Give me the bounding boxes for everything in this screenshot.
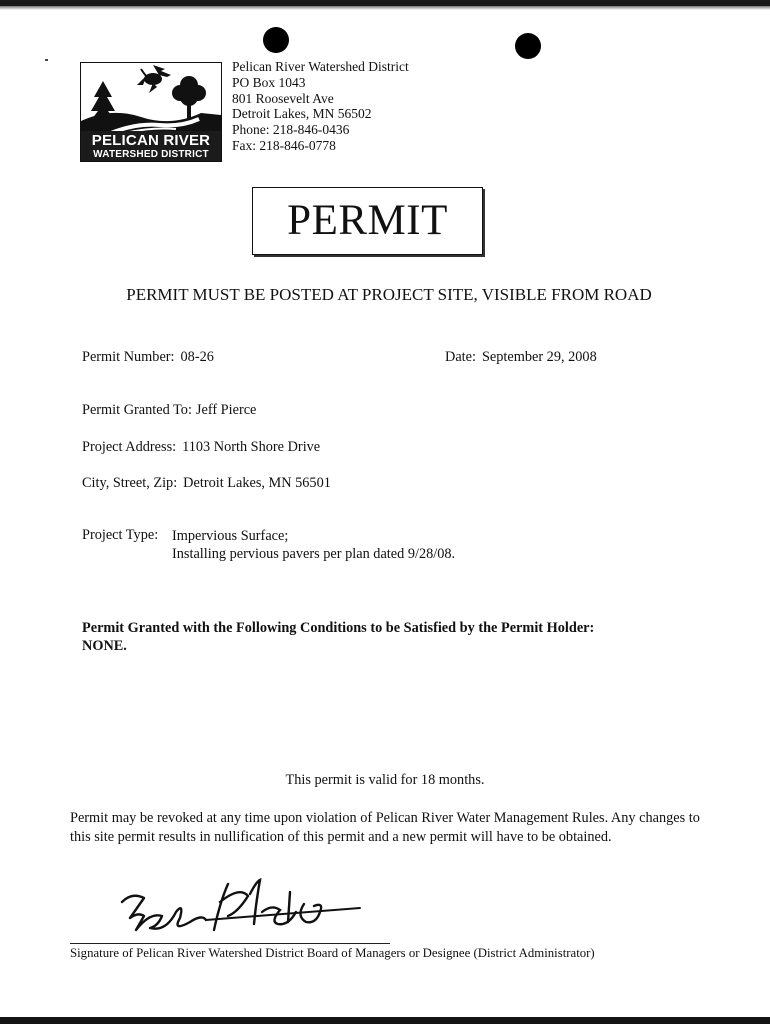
district-address-block	[232, 59, 409, 154]
district-street: 801 Roosevelt Ave	[232, 90, 334, 106]
scan-edge-bottom	[0, 1017, 770, 1024]
punch-hole-left	[263, 27, 289, 53]
conditions-value: NONE.	[82, 638, 127, 654]
logo-line-2: WATERSHED DISTRICT	[93, 149, 209, 160]
permit-number-value: 08-26	[180, 349, 214, 365]
permit-number-label: Permit Number:	[82, 349, 175, 365]
punch-hole-right	[515, 33, 541, 59]
project-type-line-2: Installing pervious pavers per plan dated 9/28/08.	[172, 546, 456, 562]
project-address-row	[82, 439, 320, 456]
pelican-landscape-icon	[81, 63, 221, 133]
project-type-line-1: Impervious Surface;	[172, 528, 289, 544]
validity-statement: This permit is valid for 18 months.	[285, 772, 485, 788]
project-address-value: 1103 North Shore Drive	[182, 439, 321, 455]
granted-to-row	[82, 402, 256, 419]
district-logo	[80, 62, 222, 162]
project-type-value	[172, 527, 455, 563]
posting-notice: PERMIT MUST BE POSTED AT PROJECT SITE, VISIBLE FROM ROAD	[126, 285, 652, 304]
district-city: Detroit Lakes, MN 56502	[232, 106, 372, 122]
signature-line	[70, 943, 390, 944]
permit-number-row	[82, 349, 214, 366]
logo-line-1: PELICAN RIVER	[91, 132, 211, 149]
signature-caption: Signature of Pelican River Watershed District Board of Managers or Designee (District Administrator)	[70, 946, 595, 960]
project-address-label: Project Address:	[82, 439, 177, 455]
date-label: Date:	[445, 349, 476, 365]
permit-title: PERMIT	[252, 187, 483, 255]
granted-to-value: Jeff Pierce	[195, 402, 257, 418]
project-type-label: Project Type:	[82, 527, 159, 543]
district-phone: Phone: 218-846-0436	[232, 122, 350, 138]
logo-wordmark	[81, 131, 221, 161]
granted-to-label: Permit Granted To:	[82, 402, 192, 418]
date-value: September 29, 2008	[481, 349, 597, 365]
conditions-heading: Permit Granted with the Following Conditions to be Satisfied by the Permit Holder:	[82, 620, 595, 636]
signature-scribble	[110, 872, 370, 944]
city-zip-label: City, Street, Zip:	[82, 475, 178, 491]
date-row	[445, 349, 597, 366]
district-po-box: PO Box 1043	[232, 74, 306, 90]
district-fax: Fax: 218-846-0778	[232, 137, 336, 153]
scan-shadow-top	[0, 6, 770, 10]
revocation-paragraph: Permit may be revoked at any time upon violation of Pelican River Water Management Rules. Any changes to this site permit results in nullification of this permit and a new permit will have to be obtained.	[70, 810, 700, 845]
scan-speck	[45, 59, 48, 61]
conditions-block	[82, 619, 594, 655]
city-zip-row	[82, 475, 331, 492]
city-zip-value: Detroit Lakes, MN 56501	[183, 475, 331, 491]
district-name: Pelican River Watershed District	[232, 59, 409, 74]
